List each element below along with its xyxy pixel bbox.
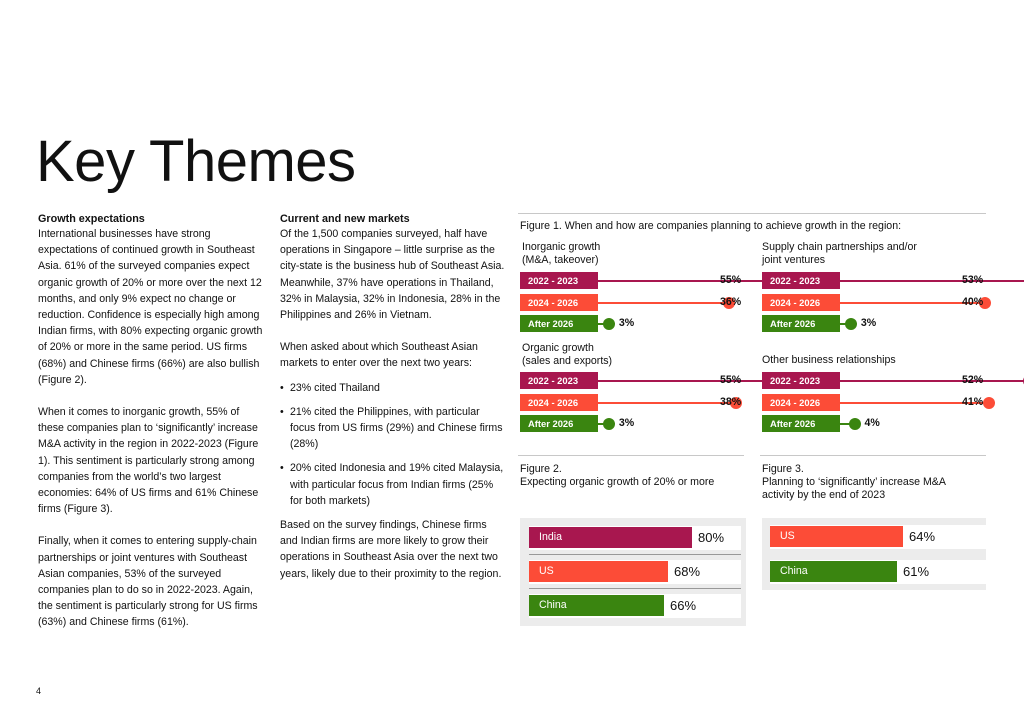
- markets-paragraph-3: Based on the survey findings, Chinese firms and Indian firms are more likely to grow their operations in Southeast Asia over the next two years, likely due to their proximity to the region.: [280, 519, 502, 580]
- lollipop-value: 4%: [864, 417, 880, 429]
- group-title-supply-chain: Supply chain partnerships and/or joint ventures: [762, 241, 917, 266]
- group-title-inorganic: Inorganic growth (M&A, takeover): [522, 241, 601, 266]
- bar-separator: [529, 588, 741, 589]
- period-label: 2022 - 2023: [762, 272, 840, 289]
- lollipop-value: 38%: [720, 395, 742, 408]
- figure2-top-rule: [518, 455, 744, 456]
- lollipop-row: [520, 272, 750, 290]
- figure1-title: Figure 1. When and how are companies planning to achieve growth in the region:: [520, 220, 902, 232]
- bar-us: US: [529, 561, 668, 582]
- lollipop-row: [520, 294, 750, 312]
- lollipop-dot: [603, 318, 615, 330]
- lollipop-row: [762, 372, 992, 390]
- lollipop-value: 36%: [720, 295, 742, 308]
- period-label: 2024 - 2026: [520, 394, 598, 411]
- lollipop-row: [520, 415, 750, 433]
- bar-value: 61%: [903, 564, 930, 579]
- bullet-item: • 23% cited Thailand: [280, 380, 506, 396]
- lollipop-line: [840, 380, 1024, 382]
- lollipop-value: 3%: [860, 317, 877, 329]
- lollipop-value: 55%: [720, 374, 742, 386]
- group-title-organic: Organic growth (sales and exports): [522, 342, 613, 367]
- period-label: 2022 - 2023: [520, 372, 598, 389]
- bar-value: 66%: [670, 598, 697, 613]
- lollipop-row: [762, 294, 992, 312]
- period-label: After 2026: [520, 415, 598, 432]
- period-label: After 2026: [762, 315, 840, 332]
- lollipop-value: 3%: [618, 317, 635, 329]
- period-label: After 2026: [762, 415, 840, 432]
- bar-us: US: [770, 526, 903, 547]
- lollipop-dot: [603, 418, 615, 430]
- figure2-caption: Figure 2. Expecting organic growth of 20% or more: [520, 463, 715, 488]
- lollipop-row: [520, 394, 750, 412]
- period-label: 2022 - 2023: [762, 372, 840, 389]
- lollipop-line: [840, 280, 1024, 282]
- page-number: 4: [36, 686, 42, 696]
- lollipop-row: [762, 394, 992, 412]
- period-label: 2024 - 2026: [762, 394, 840, 411]
- lollipop-value: 52%: [962, 374, 984, 386]
- figure3-top-rule: [760, 455, 986, 456]
- bar-value: 80%: [698, 530, 725, 545]
- lollipop-dot: [983, 397, 995, 409]
- bar-separator: [529, 554, 741, 555]
- lollipop-row: [520, 315, 750, 333]
- lollipop-value: 53%: [962, 274, 984, 286]
- bullet-item: • 20% cited Indonesia and 19% cited Malaysia, with particular focus from Indian firms (25% for both markets): [280, 460, 506, 509]
- bar-india: India: [529, 527, 692, 548]
- lollipop-line: [598, 402, 736, 404]
- markets-column: [280, 212, 506, 582]
- bar-value: 64%: [909, 529, 936, 544]
- group-title-other: Other business relationships: [762, 354, 896, 366]
- markets-paragraph-2: When asked about which Southeast Asian markets to enter over the next two years:: [280, 341, 478, 370]
- lollipop-dot: [845, 318, 857, 330]
- lollipop-value: 41%: [962, 395, 984, 408]
- growth-expectations-column: [38, 212, 264, 631]
- markets-bullet-list: [280, 380, 506, 509]
- bullet-item: • 21% cited the Philippines, with particular focus from US firms (29%) and Chinese firms (28%): [280, 404, 506, 453]
- lollipop-dot: [849, 418, 861, 430]
- growth-expectations-heading: Growth expectations: [38, 213, 145, 225]
- figure1-top-rule: [518, 213, 986, 214]
- bar-china: China: [529, 595, 664, 616]
- lollipop-row: [762, 415, 992, 433]
- period-label: 2024 - 2026: [520, 294, 598, 311]
- lollipop-line: [598, 302, 729, 304]
- lollipop-row: [520, 372, 750, 390]
- figure3-caption: Figure 3. Planning to ‘significantly’ increase M&A activity by the end of 2023: [762, 463, 946, 501]
- markets-heading: Current and new markets: [280, 213, 410, 225]
- bar-value: 68%: [674, 564, 701, 579]
- lollipop-value: 55%: [720, 274, 742, 286]
- period-label: 2022 - 2023: [520, 272, 598, 289]
- lollipop-value: 40%: [962, 295, 984, 308]
- period-label: After 2026: [520, 315, 598, 332]
- growth-paragraph-3: Finally, when it comes to entering supply-chain partnerships or joint ventures with Southeast Asian companies, 53% of the surveyed companies plan to do so in 2022-2023. Again, the sentiment is particularly strong for US firms (63%) and Chinese firms (61%).: [38, 535, 258, 629]
- bar-china: China: [770, 561, 897, 582]
- lollipop-row: [762, 315, 992, 333]
- page-title: Key Themes: [36, 129, 356, 194]
- markets-paragraph-1: Of the 1,500 companies surveyed, half have operations in Singapore – little surprise as the city-state is the business hub of Southeast Asia. Meanwhile, 37% have operations in Thailand, 32% in Malaysia, 32% in Indonesia, 28% in the Philippines and 26% in Vietnam.: [280, 228, 505, 322]
- lollipop-value: 3%: [618, 417, 635, 429]
- lollipop-row: [762, 272, 992, 290]
- growth-paragraph-2: When it comes to inorganic growth, 55% of these companies plan to ‘significantly’ increase M&A activity in the region in 2022-2023 (Figure 1). This sentiment is particularly strong among companies from the world’s two largest economies: 64% of US firms and 61% Chinese firms (Figure 3).: [38, 406, 259, 516]
- growth-paragraph-1: International businesses have strong expectations of continued growth in Southeast Asia. 61% of the surveyed companies expect organic growth of 20% or more over the next 12 months, and only 9% expect no change or reduction. Confidence is especially high among Indian firms, with 80% expecting organic growth of 20% or more in the same period. US firms (68%) and Chinese firms (66%) are also bullish (Figure 2).: [38, 228, 263, 386]
- period-label: 2024 - 2026: [762, 294, 840, 311]
